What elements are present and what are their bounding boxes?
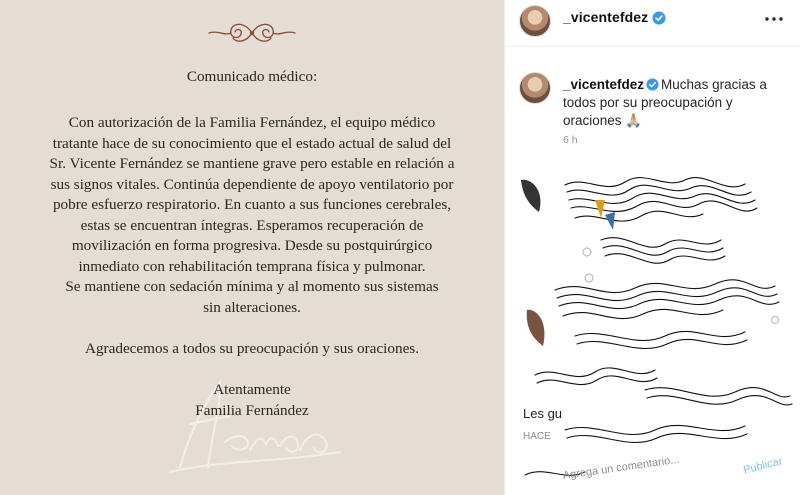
avatar[interactable] <box>519 72 551 104</box>
statement-line: tratante hace de su conocimiento que el estado actual de salud del <box>52 134 452 152</box>
add-comment-input[interactable]: Agrega un comentario... <box>562 453 681 482</box>
statement-heading: Comunicado médico: <box>186 68 318 85</box>
verified-badge-icon <box>652 11 666 25</box>
instagram-post-panel <box>504 0 800 495</box>
caption-username[interactable]: _vicentefdez <box>563 77 645 92</box>
avatar[interactable] <box>519 5 551 37</box>
statement-line: inmediato con rehabilitación temprana física y pulmonar. <box>78 257 426 275</box>
flourish-ornament-icon <box>207 20 297 46</box>
statement-line: Se mantiene con sedación mínima y al momento sus sistemas <box>65 278 439 295</box>
statement-line: pobre esfuerzo respiratorio. En cuanto a sus funciones cerebrales, <box>52 196 452 213</box>
post-timestamp: 6 h <box>563 134 578 146</box>
statement-line: estas se encuentran íntegras. Esperamos recuperación de <box>80 216 424 234</box>
statement-line: movilización en forma progresiva. Desde su postquirúrgico <box>71 237 433 254</box>
statement-line: sus signos vitales. Continúa dependiente de apoyo ventilatorio por <box>50 175 454 193</box>
glitched-time-label: HACE <box>523 431 551 442</box>
glitched-comment-label: Les gu <box>523 406 563 421</box>
caption-message: Muchas gracias a todos por su preocupación y oraciones 🙏🏼 <box>563 77 767 128</box>
publish-button[interactable]: Publicar <box>742 455 784 477</box>
more-options-icon[interactable] <box>763 12 785 26</box>
caption-text <box>563 76 787 130</box>
statement-line: sin alteraciones. <box>203 298 301 316</box>
statement-thanks: Agradecemos a todos su preocupación y sus oraciones. <box>84 340 420 357</box>
glitched-comments-area <box>505 160 800 495</box>
statement-closing: Atentamente <box>213 381 291 398</box>
statement-signature: Familia Fernández <box>195 401 309 419</box>
post-header <box>505 0 800 47</box>
statement-line: Sr. Vicente Fernández se mantiene grave pero estable en relación a <box>49 155 455 172</box>
post-username[interactable]: _vicentefdez <box>563 9 649 25</box>
statement-line: Con autorización de la Familia Fernández, el equipo médico <box>68 114 436 131</box>
verified-badge-icon <box>646 78 659 91</box>
